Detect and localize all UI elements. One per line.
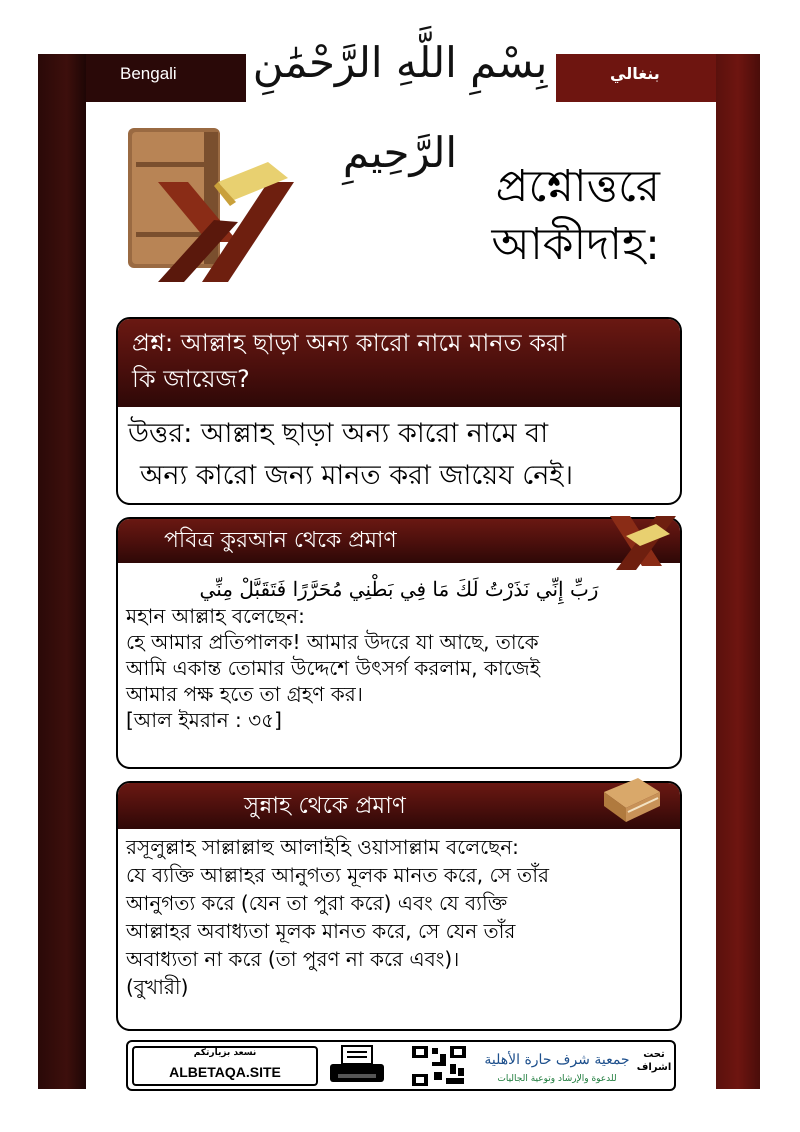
footer-tagline: نسعد بزيارتكم	[193, 1048, 257, 1058]
quran-stand-icon	[596, 508, 682, 574]
quran-verse-arabic: رَبِّ إِنِّي نَذَرْتُ لَكَ مَا فِي بَطْنِي مُحَرَّرًا فَتَقَبَّلْ مِنِّي	[199, 577, 599, 601]
qr-code-icon[interactable]	[410, 1044, 468, 1088]
supervision-label	[636, 1048, 672, 1074]
sunnah-reference: (বুখারী)	[126, 975, 189, 999]
basmala-calligraphy: بِسْمِ اللَّهِ الرَّحْمَٰنِ الرَّحِيمِ	[252, 38, 548, 177]
sunnah-line: রসূলুল্লাহ সাল্লাল্লাহু আলাইহি ওয়াসাল্লাম বলেছেন:	[126, 835, 519, 859]
quran-body	[118, 603, 680, 733]
sunnah-line: আনুগত্য করে (যেন তা পুরা করে) এবং যে ব্যক্তি	[126, 891, 508, 915]
title-line-2: আকীদাহ:	[491, 219, 660, 270]
quran-line: হে আমার প্রতিপালক! আমার উদরে যা আছে, তাকে	[126, 630, 539, 654]
quran-line: মহান আল্লাহ বলেছেন:	[126, 604, 305, 628]
title-line-1: প্রশ্নোত্তরে	[495, 161, 660, 212]
quran-reference: [আল ইমরান : ৩৫]	[126, 708, 282, 732]
sunnah-line: আল্লাহর অবাধ্যতা মূলক মানত করে, সে যেন তাঁর	[126, 919, 516, 943]
answer-line-1: উত্তর: আল্লাহ ছাড়া অন্য কারো নামে বা	[128, 418, 549, 449]
question-line-2: কি জায়েজ?	[132, 365, 250, 393]
question-line-1: প্রশ্ন: আল্লাহ ছাড়া অন্য কারো নামে মানত করা	[132, 329, 567, 357]
organization-logo	[478, 1044, 636, 1088]
site-link[interactable]: ALBETAQA.SITE	[169, 1064, 281, 1080]
sunnah-body	[118, 829, 680, 1001]
answer-line-2: অন্য কারো জন্য মানত করা জায়েয নেই।	[140, 460, 574, 491]
left-frame	[38, 54, 86, 1089]
right-frame	[716, 54, 760, 1089]
question-card	[116, 317, 682, 505]
page-title	[330, 158, 660, 274]
language-label-arabic: بنغالي	[610, 64, 660, 83]
question-header	[118, 319, 680, 407]
sunnah-line: অবাধ্যতা না করে (তা পুরণ না করে এবং)।	[126, 947, 460, 971]
supervision-line-2: اشراف	[636, 1062, 672, 1073]
quran-line: আমি একান্ত তোমার উদ্দেশে উৎসর্গ করলাম, কাজেই	[126, 656, 541, 680]
sunnah-line: যে ব্যক্তি আল্লাহর আনুগত্য মূলক মানত করে, সে তাঁর	[126, 863, 549, 887]
supervision-line-1: تحت	[643, 1049, 665, 1060]
quran-heading: পবিত্র কুরআন থেকে প্রমাণ	[118, 519, 680, 563]
book-stand-icon	[118, 122, 298, 292]
closed-book-icon	[598, 772, 664, 828]
quran-line: আমার পক্ষ হতে তা গ্রহণ কর।	[126, 682, 363, 706]
language-label-english: Bengali	[120, 64, 177, 83]
sunnah-heading: সুন্নাহ থেকে প্রমাণ	[118, 783, 680, 829]
org-name: جمعية شرف حارة الأهلية	[484, 1052, 630, 1068]
org-subtitle: للدعوة والإرشاد وتوعية الجاليات	[497, 1074, 617, 1084]
answer-body	[118, 407, 680, 503]
printer-icon[interactable]	[326, 1044, 388, 1088]
